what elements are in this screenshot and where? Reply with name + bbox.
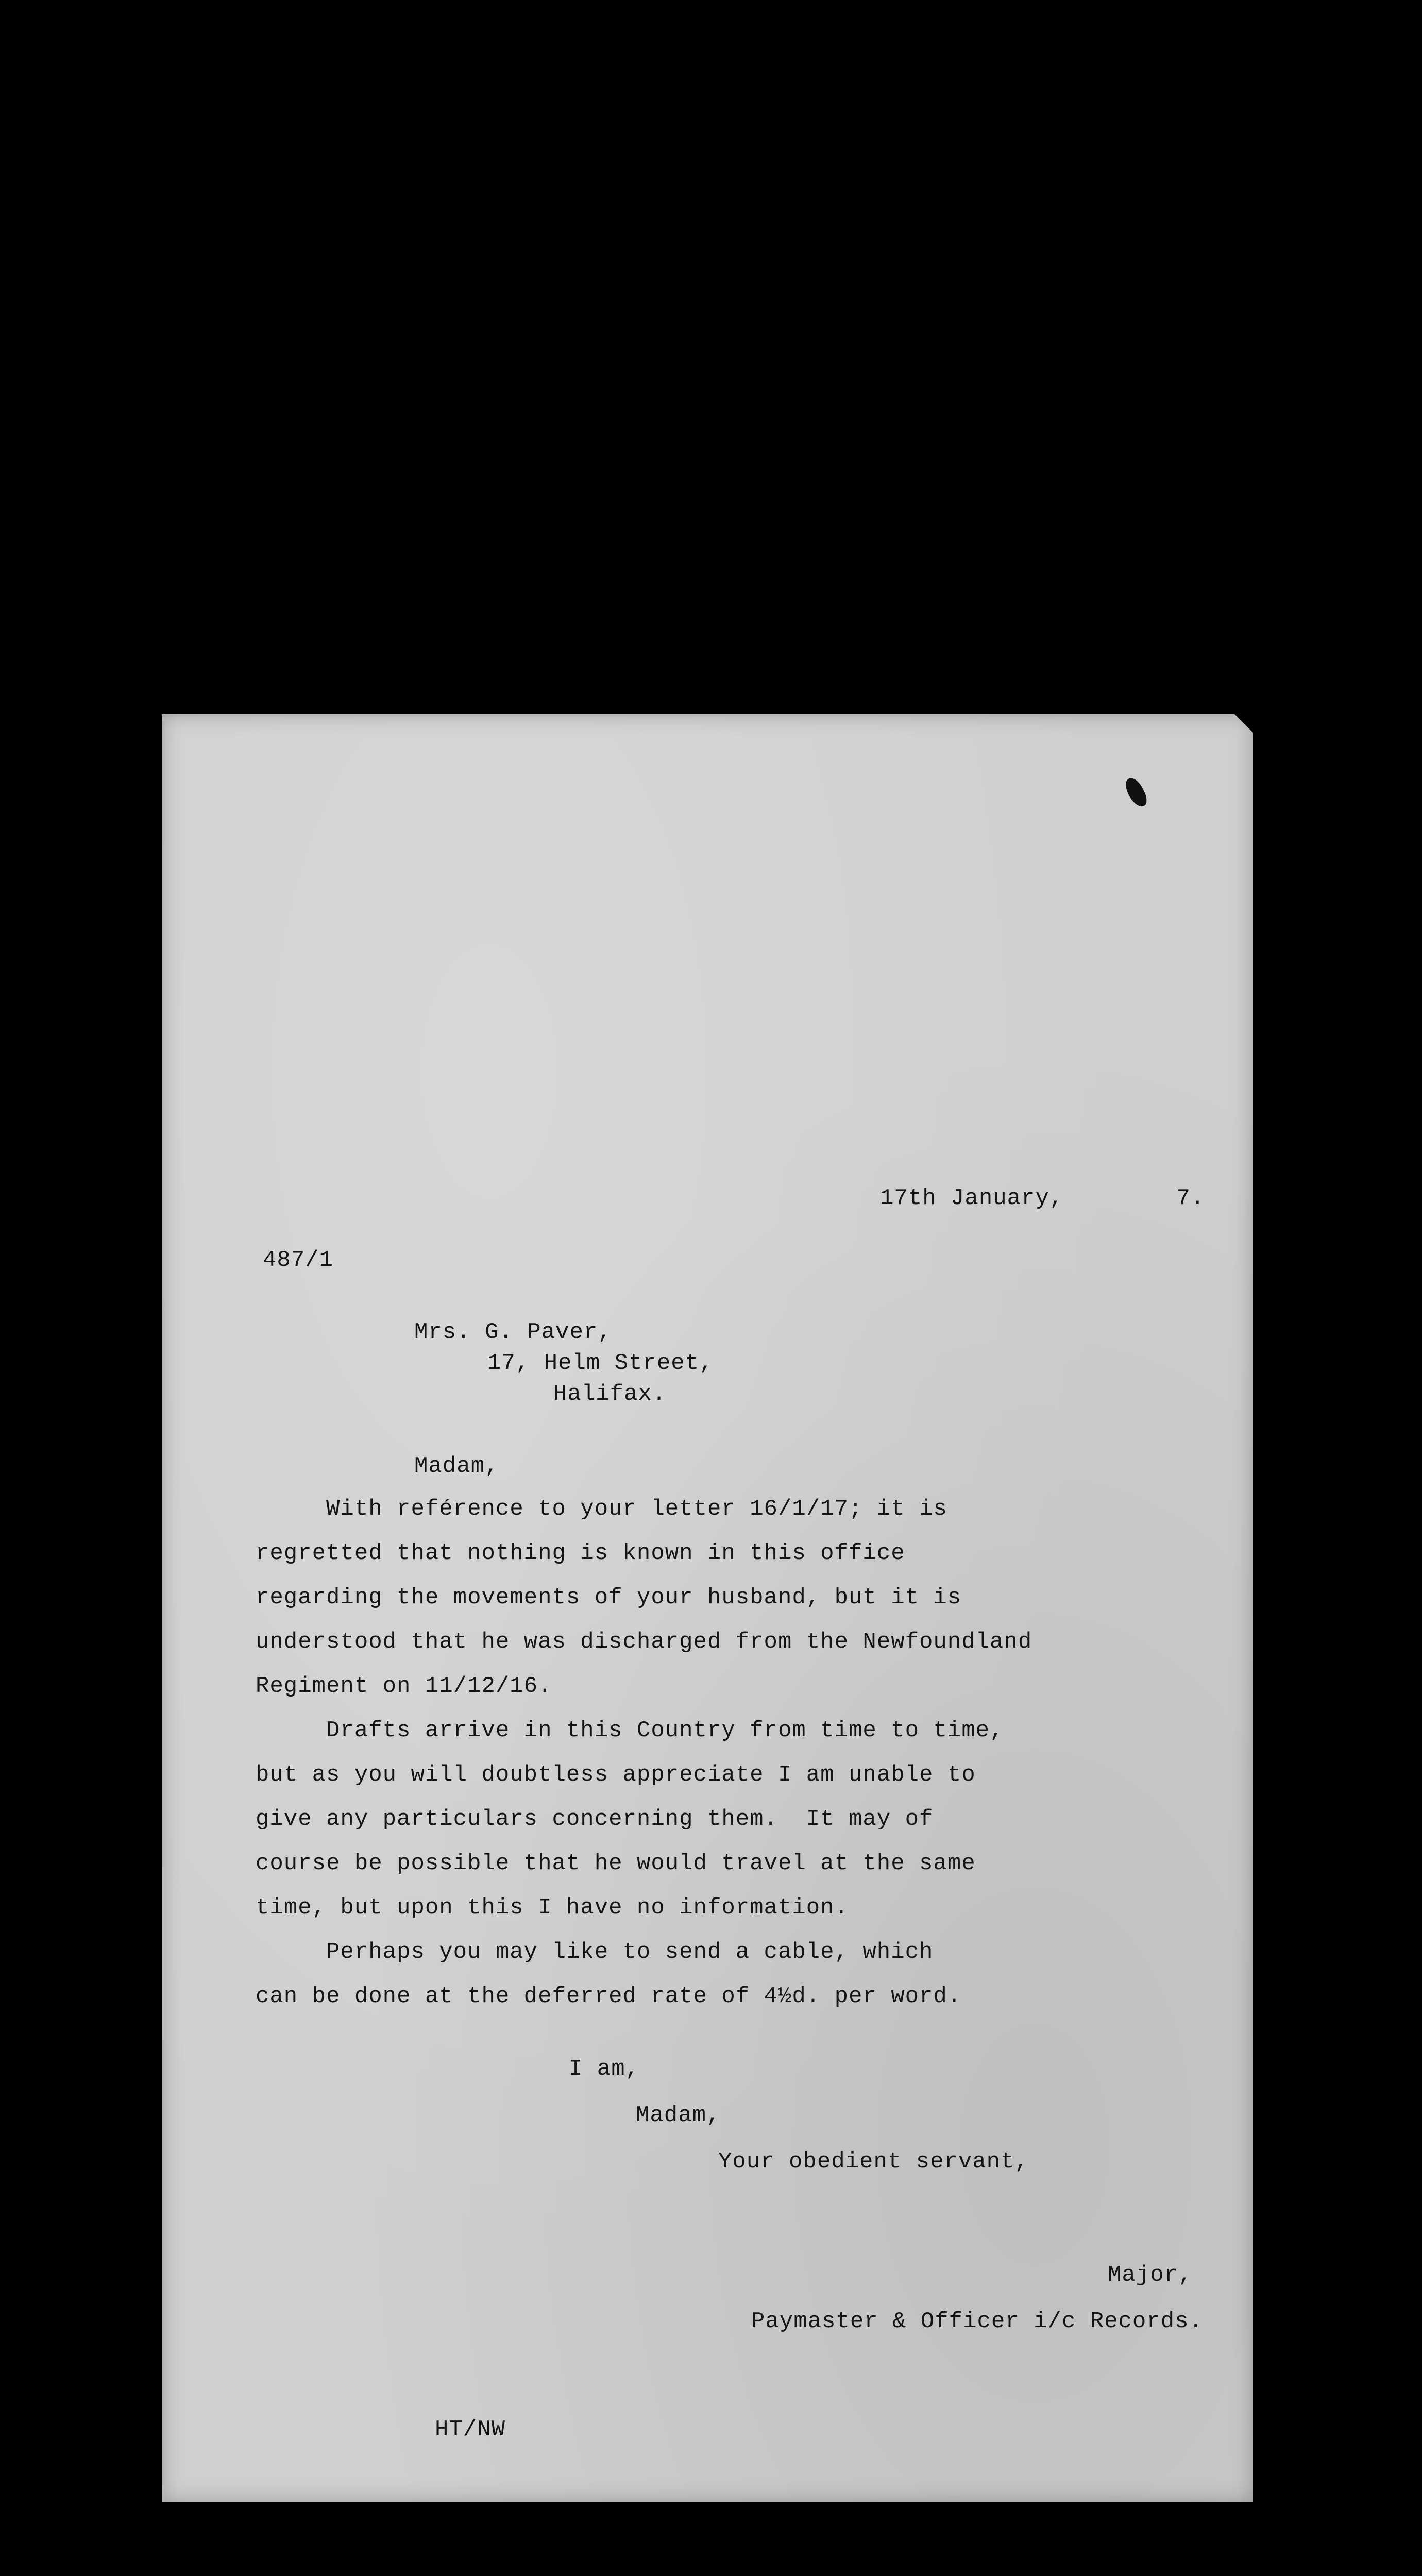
body-line: understood that he was discharged from the Newfoundland	[256, 1629, 1032, 1655]
typist-initials: HT/NW	[435, 2417, 506, 2443]
signature-rank: Major,	[1108, 2262, 1193, 2288]
body-line: can be done at the deferred rate of 4½d. per word.	[256, 1984, 962, 2009]
closing-servant: Your obedient servant,	[718, 2149, 1029, 2175]
salutation: Madam,	[414, 1453, 499, 1479]
body-line: but as you will doubtless appreciate I am unable to	[256, 1762, 976, 1788]
body-line: With reférence to your letter 16/1/17; it is	[256, 1496, 947, 1522]
body-line: give any particulars concerning them. It may of	[256, 1806, 934, 1832]
body-line: course be possible that he would travel at the same	[256, 1851, 976, 1876]
signature-title: Paymaster & Officer i/c Records.	[751, 2309, 1203, 2334]
addressee-name: Mrs. G. Paver,	[414, 1319, 612, 1345]
body-line: Perhaps you may like to send a cable, which	[256, 1939, 934, 1965]
ink-mark	[1123, 775, 1150, 809]
body-line: Regiment on 11/12/16.	[256, 1673, 552, 1699]
body-line: regarding the movements of your husband, but it is	[256, 1585, 962, 1611]
reference-number: 487/1	[263, 1247, 334, 1273]
body-line: regretted that nothing is known in this office	[256, 1540, 905, 1566]
letter-sheet	[162, 714, 1253, 2502]
folded-corner	[1233, 713, 1254, 734]
addressee-town: Halifax.	[553, 1381, 667, 1407]
closing-line: I am,	[569, 2056, 640, 2082]
addressee-street: 17, Helm Street,	[487, 1350, 714, 1376]
body-line: Drafts arrive in this Country from time to time,	[256, 1718, 1004, 1743]
letter-body	[256, 1487, 1080, 2019]
letter-date: 17th January, 7.	[880, 1185, 1205, 1211]
closing-madam: Madam,	[636, 2103, 721, 2128]
body-line: time, but upon this I have no information.	[256, 1895, 849, 1921]
